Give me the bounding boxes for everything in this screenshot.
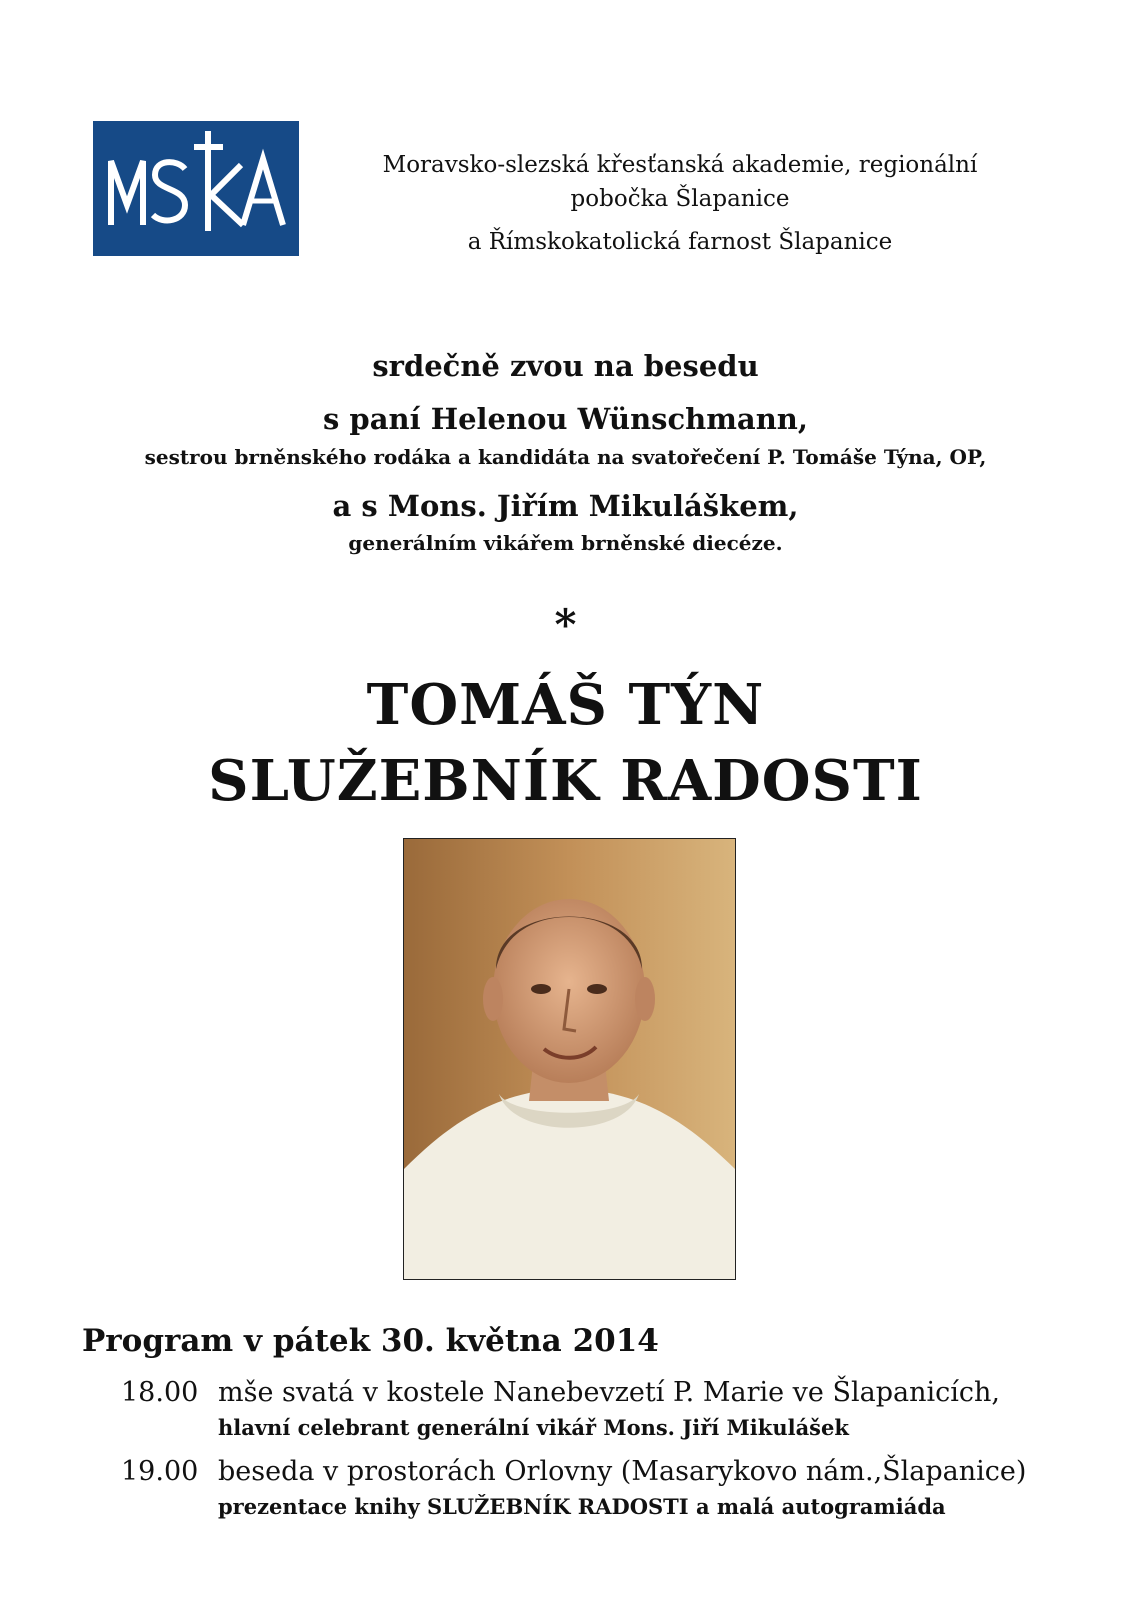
program-heading: Program v pátek 30. května 2014 (82, 1323, 659, 1359)
guest-1-description: sestrou brněnského rodáka a kandidáta na svatořečení P. Tomáše Týna, OP, (144, 445, 987, 469)
mska-logo-graphic (93, 121, 299, 256)
program-item-1-title: mše svatá v kostele Nanebevzetí P. Marie ve Šlapanicích, (218, 1377, 1000, 1408)
guest-1-name: s paní Helenou Wünschmann, (323, 402, 808, 436)
program-item-1-details: hlavní celebrant generální vikář Mons. Jiří Mikulášek (218, 1415, 849, 1440)
separator-asterisk: * (554, 600, 577, 649)
organizer-line-1: Moravsko-slezská křesťanská akademie, regionální (382, 152, 978, 178)
portrait-photo (403, 838, 736, 1280)
organizer-line-3: a Římskokatolická farnost Šlapanice (467, 229, 893, 255)
organization-logo (93, 121, 299, 256)
cross-icon (194, 131, 223, 231)
invitation-intro: srdečně zvou na besedu (372, 349, 759, 383)
program-item-2-title: beseda v prostorách Orlovny (Masarykovo nám.,Šlapanice) (218, 1456, 1027, 1487)
guest-2-name: a s Mons. Jiřím Mikuláškem, (332, 489, 799, 523)
guest-2-description: generálním vikářem brněnské diecéze. (348, 531, 783, 555)
program-item-2-details: prezentace knihy SLUŽEBNÍK RADOSTI a malá autogramiáda (218, 1494, 946, 1519)
organizer-line-2: pobočka Šlapanice (570, 186, 790, 212)
event-title-line-2: SLUŽEBNÍK RADOSTI (208, 748, 923, 814)
event-title-line-1: TOMÁŠ TÝN (366, 672, 765, 738)
program-item-1-time: 18.00 (121, 1377, 199, 1408)
program-item-2-time: 19.00 (121, 1456, 199, 1487)
